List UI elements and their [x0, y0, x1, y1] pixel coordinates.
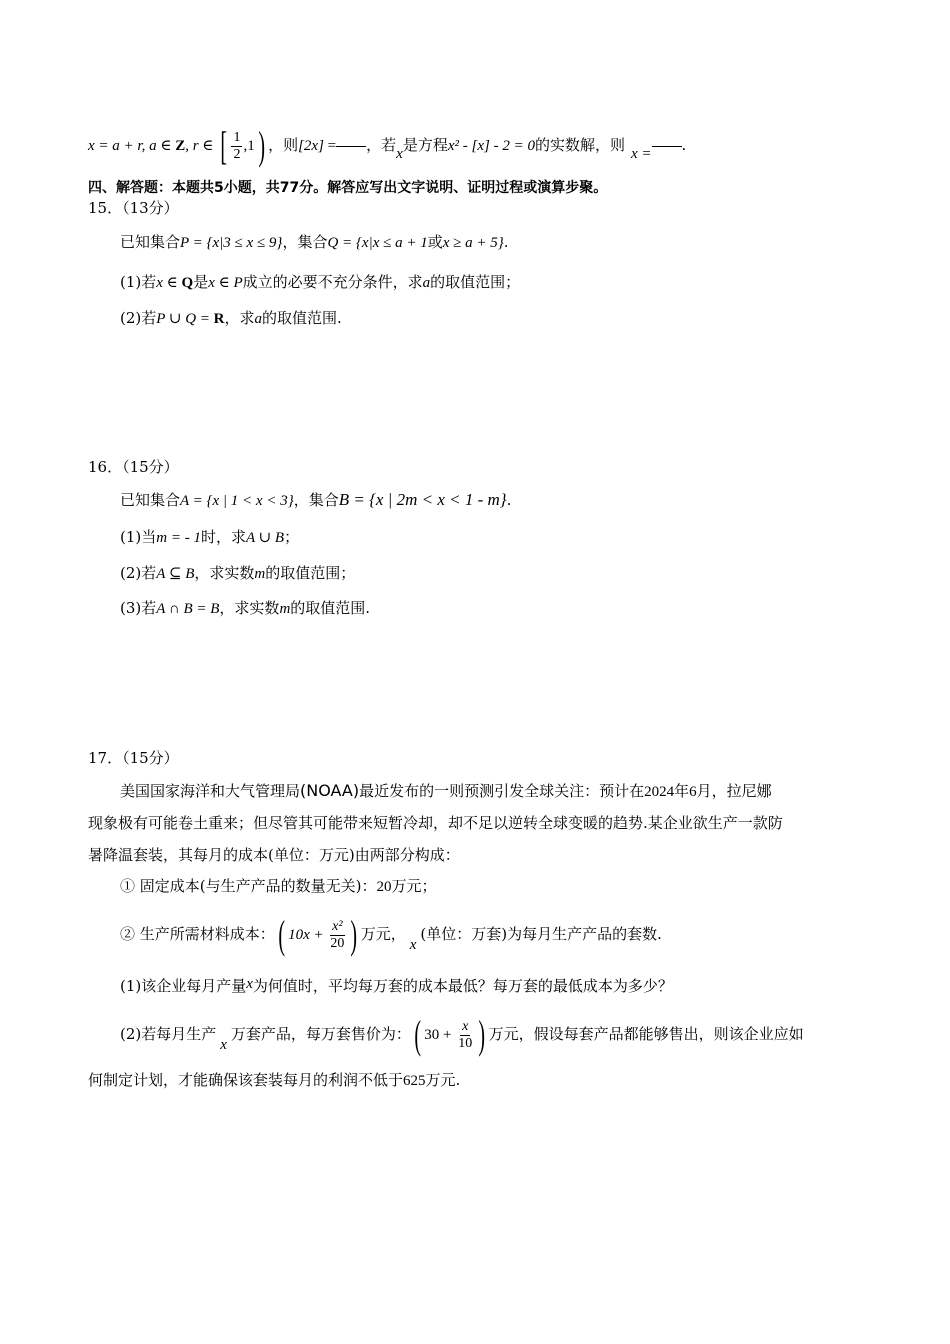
q17-part2: (2)若每月生产x万套产品，每万套售价为：( 30 + $\frac{x}{10}$ ) 万元，假设每套产品都能够售出，则该企业应如 — [120, 1012, 804, 1057]
q17-part1: (1)该企业每月产量x为何值时，平均每万套的成本最低？每万套的最低成本为多少？ — [120, 976, 673, 995]
q15-part1: (1)若x ∈ Q是x ∈ P成立的必要不充分条件，求a的取值范围； — [120, 273, 521, 291]
set-A: A = {x | 1 < x < 3} — [180, 493, 294, 509]
top-end: . — [681, 136, 687, 154]
set-B: B = {x | 2m < x < 1 - m} — [338, 490, 507, 509]
top-text-4: 的实数解，则 — [534, 136, 625, 154]
q16-number: 16．（15分） — [88, 458, 179, 476]
equation: x² - [x] - 2 = 0 — [447, 138, 535, 154]
top-expr-1: x = a + r, a ∈ — [88, 138, 176, 154]
answer-blank-1[interactable] — [336, 146, 366, 147]
q17-line2: 现象极有可能卷土重来；但尽管其可能带来短暂冷却，却不足以逆转全球变暖的趋势.某企业欲生产一款防 — [88, 814, 783, 832]
floor-2x: [2x] — [298, 138, 324, 154]
set-Q: Q = {x|x ≤ a + 1 — [327, 235, 428, 251]
q16-part2: (2)若A ⊆ B，求实数m的取值范围； — [120, 564, 356, 582]
q17-cost1: ① 固定成本(与生产产品的数量无关)：20万元； — [120, 877, 437, 895]
top-text-1: ，则 — [268, 136, 299, 154]
top-expr-2: , r ∈ — [185, 138, 218, 154]
answer-blank-2[interactable] — [652, 146, 682, 147]
q16-part3: (3)若A ∩ B = B，求实数m的取值范围. — [120, 599, 371, 617]
integer-set-symbol: Z — [175, 138, 186, 154]
q17-line1: 美国国家海洋和大气管理局(NOAA)最近发布的一则预测引发全球关注：预计在2024年6月，拉尼娜 — [120, 781, 772, 800]
q15-part2: (2)若P ∪ Q = R，求a的取值范围. — [120, 309, 342, 327]
left-bracket: [ — [220, 123, 228, 168]
q17-part2-line2: 何制定计划，才能确保该套装每月的利润不低于625万元. — [88, 1071, 461, 1089]
top-text-3: 是方程 — [402, 136, 448, 154]
top-text-2: ，若 — [366, 136, 397, 154]
set-Q-part2: x ≥ a + 5} — [442, 235, 504, 251]
q16-part1: (1)当m = - 1时，求A ∪ B； — [120, 528, 300, 546]
q15-statement: 已知集合P = {x|3 ≤ x ≤ 9}，集合Q = {x|x ≤ a + 1或x ≥ a + 5}. — [120, 233, 509, 251]
q17-cost2: ② 生产所需材料成本：( 10x + $\frac{\text{x²}}{20}$ ) 万元，x(单位：万套)为每月生产产品的套数. — [120, 912, 662, 957]
q17-number: 17．（15分） — [88, 749, 179, 767]
q17-line3: 暑降温套装，其每月的成本(单位：万元)由两部分构成： — [88, 846, 460, 864]
material-cost-fraction: $\frac{\text{x²}}{20}$ — [330, 918, 345, 951]
var-x-1: x — [396, 146, 403, 162]
section-four-heading: 四、解答题：本题共5小题，共77分。解答应写出文字说明、证明过程或演算步聚。 — [88, 180, 608, 196]
set-P: P = {x|3 ≤ x ≤ 9} — [180, 235, 283, 251]
top-question-line — [88, 123, 687, 168]
var-x-2: x = — [630, 146, 652, 162]
right-paren: ) — [258, 123, 265, 168]
q16-statement: 已知集合A = {x | 1 < x < 3}，集合B = {x | 2m < x < 1 - m}. — [120, 490, 512, 509]
q15-number: 15．（13分） — [88, 199, 179, 217]
half-fraction: $\frac{1}{2}$ — [233, 129, 241, 162]
top-expr-3: ,1 — [243, 138, 255, 154]
top-eq: = — [323, 138, 337, 154]
price-fraction: $\frac{x}{10}$ — [458, 1018, 473, 1051]
